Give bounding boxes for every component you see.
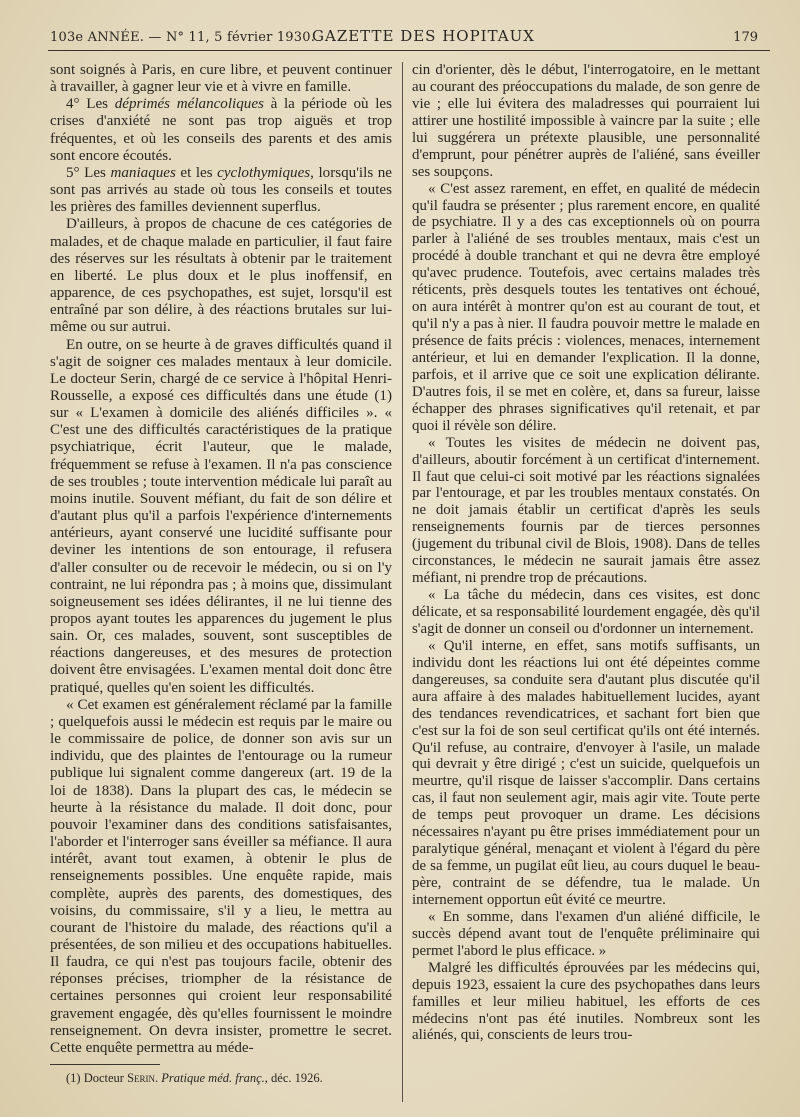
column-divider — [402, 62, 403, 1102]
paragraph: sont soignés à Paris, en cure libre, et peuvent continuer à travailler, à gagner leur vie et à vivre en famille. — [50, 62, 392, 96]
journal-title: GAZETTE DES HOPITAUX — [312, 27, 535, 45]
paragraph: « Toutes les visites de médecin ne doivent pas, d'ailleurs, aboutir forcément à un certificat d'internement. Il faut que celui-ci soit motivé par les réactions signalées par l'entourage, et par les troubles mentaux constatés. On ne doit jamais établir un certificat d'après les seuls renseignements fournis par de tierces personnes (jugement du tribunal civil de Blois, 1908). Dans de telles circonstances, le médecin ne saurait jamais être assez méfiant, ni prendre trop de précautions. — [412, 434, 760, 587]
left-column — [50, 62, 392, 1057]
paragraph: « En somme, dans l'examen d'un aliéné difficile, le succès dépend avant tout de l'enquête préliminaire qui permet l'abord le plus efficace. » — [412, 908, 760, 959]
header-rule — [48, 50, 770, 51]
footnote-rule — [50, 1064, 160, 1065]
page-number: 179 — [733, 30, 758, 45]
paragraph: « La tâche du médecin, dans ces visites, est donc délicate, et sa responsabilité lourdement engagée, dès qu'il s'agit de donner un conseil ou d'ordonner un internement. — [412, 587, 760, 637]
issue-info: 103e ANNÉE. — N° 11, 5 février 1930. — [50, 30, 316, 45]
right-column — [412, 62, 760, 1044]
paragraph: cin d'orienter, dès le début, l'interrogatoire, en le mettant au courant des préoccupations du malade, de son genre de vie ; elle lui évitera des maladresses qui pourraient lui attirer une hostilité impossible à vaincre par la suite ; elle lui suggérera un prétexte plausible, une personnalité d'emprunt, pour pénétrer auprès de l'aliéné, sans éveiller ses soupçons. — [412, 62, 760, 180]
paragraph: « C'est assez rarement, en effet, en qualité de médecin qu'il faudra se présenter ; plus rarement encore, en qualité de psychiatre. Il y a des cas exceptionnels où on pourra parler à l'aliéné de ses troubles mentaux, mais c'est un procédé à double tranchant et qui ne devra être employé qu'avec prudence. Toutefois, avec certains malades très réticents, près desquels toutes les tentatives ont échoué, on aura intérêt à montrer qu'on est au courant de tout, et qu'il n'y a pas à nier. Il faudra pouvoir mettre le malade en présence de faits précis : violences, menaces, internement antérieur, et lui en demander l'explication. Il la donne, parfois, et il arrive que ce soit une explication délirante. D'autres fois, il se met en colère, et, dans sa fureur, laisse échapper des phrases significatives qu'il retenait, et par quoi il révèle son délire. — [412, 180, 760, 434]
paragraph: 4° Les déprimés mélancoliques à la période où les crises d'anxiété ne sont pas trop aiguës et trop fréquentes, et où les conseils des parents et des amis sont encore écoutés. — [50, 96, 392, 164]
paragraph: D'ailleurs, à propos de chacune de ces catégories de malades, et de chaque malade en particulier, il faut faire des réserves sur les résultats à obtenir par le traitement en liberté. Le plus doux et le plus inoffensif, en apparence, de ces psychopathes, est sujet, lorsqu'il est entraîné par son délire, à des réactions brutales sur lui-même ou sur autrui. — [50, 216, 392, 336]
paragraph: 5° Les maniaques et les cyclothymiques, lorsqu'ils ne sont pas arrivés au stade où tous les conseils et toutes les prières des familles deviennent superflus. — [50, 164, 392, 216]
paragraph: Malgré les difficultés éprouvées par les médecins qui, depuis 1923, essaient la cure des psychopathes dans leurs familles et leur milieu habituel, les efforts de ces médecins n'ont pas été inutiles. Nombreux sont les aliénés, qui, conscients de leurs trou- — [412, 959, 760, 1044]
paragraph: En outre, on se heurte à de graves difficultés quand il s'agit de soigner ces malades mentaux à leur domicile. Le docteur Serin, chargé de ce service à l'hôpital Henri-Rousselle, a exposé ces difficultés dans une étude (1) sur « L'examen à domicile des aliénés difficiles ». « C'est une des difficultés caractéristiques de la pratique psychiatrique, écrit l'auteur, que le malade, fréquemment se refuse à l'examen. Il n'a pas conscience de ses troubles ; toute intervention médicale lui paraît au moins inutile. Souvent méfiant, du fait de son délire et d'autant plus qu'il a parfois l'expérience d'internements antérieurs, ayant conservé une lucidité suffisante pour deviner les intentions de son entourage, il refusera d'aller consulter ou de recevoir le médecin, ou si on l'y contraint, ne lui répondra pas ; à moins que, dissimulant soigneusement ses idées délirantes, il ne lui tienne des propos ayant toutes les apparences du jugement le plus sain. Or, ces malades, souvent, sont susceptibles de réactions dangereuses, et des mesures de protection doivent être envisagées. L'examen mental doit donc être pratiqué, quelles qu'en soient les difficultés. — [50, 336, 392, 696]
paragraph: « Qu'il interne, en effet, sans motifs suffisants, un individu dont les réactions lui ont été dépeintes comme dangereuses, sa conduite sera d'autant plus discutée qu'il aura affaire à des malades habituellement lucides, ayant des tendances revendicatrices, et sachant fort bien que c'est sur la foi de son seul certificat qu'ils ont été internés. Qu'il refuse, au contraire, d'envoyer à l'asile, un malade qui devrait y être dirigé ; c'est un suicide, quelquefois un meurtre, qu'il risque de laisser s'accomplir. Dans certains cas, il faut non seulement agir, mais agir vite. Toute perte de temps peut provoquer un drame. Les décisions nécessaires n'ayant pu être prises immédiatement pour un paralytique général, menaçant et violent à l'égard du père de sa femme, un pugilat eût lieu, au cours duquel le beau-père, contraint de se défendre, tua le malade. Un internement opportun eût évité ce meurtre. — [412, 637, 760, 908]
page-header — [50, 26, 766, 48]
paragraph: « Cet examen est généralement réclamé par la famille ; quelquefois aussi le médecin est requis par le maire ou le commissaire de police, de donner son avis sur un individu, que des plaintes de l'entourage ou la rumeur publique lui signalent comme dangereux (art. 19 de la loi de 1838). Dans la plupart des cas, le médecin se heurte à la résistance du malade. Il doit donc, pour pouvoir l'examiner dans des conditions satisfaisantes, l'aborder et l'interroger sans éveiller sa méfiance. Il aura intérêt, avant tout examen, à obtenir le plus de renseignements possibles. Une enquête rapide, mais complète, auprès des parents, des domestiques, des voisins, du commissaire, s'il y a lieu, le mettra au courant de l'histoire du malade, des réactions qu'il a présentées, de son milieu et des occupations habituelles. Il faudra, ce qui n'est pas toujours facile, obtenir des réponses précises, triompher de la résistance de certaines personnes qui croient leur responsabilité gravement engagée, dès qu'elles fournissent le moindre renseignement. On devra insister, promettre le secret. Cette enquête permettra au méde- — [50, 696, 392, 1056]
footnote: (1) Docteur Serin. Pratique méd. franç., déc. 1926. — [66, 1071, 323, 1085]
